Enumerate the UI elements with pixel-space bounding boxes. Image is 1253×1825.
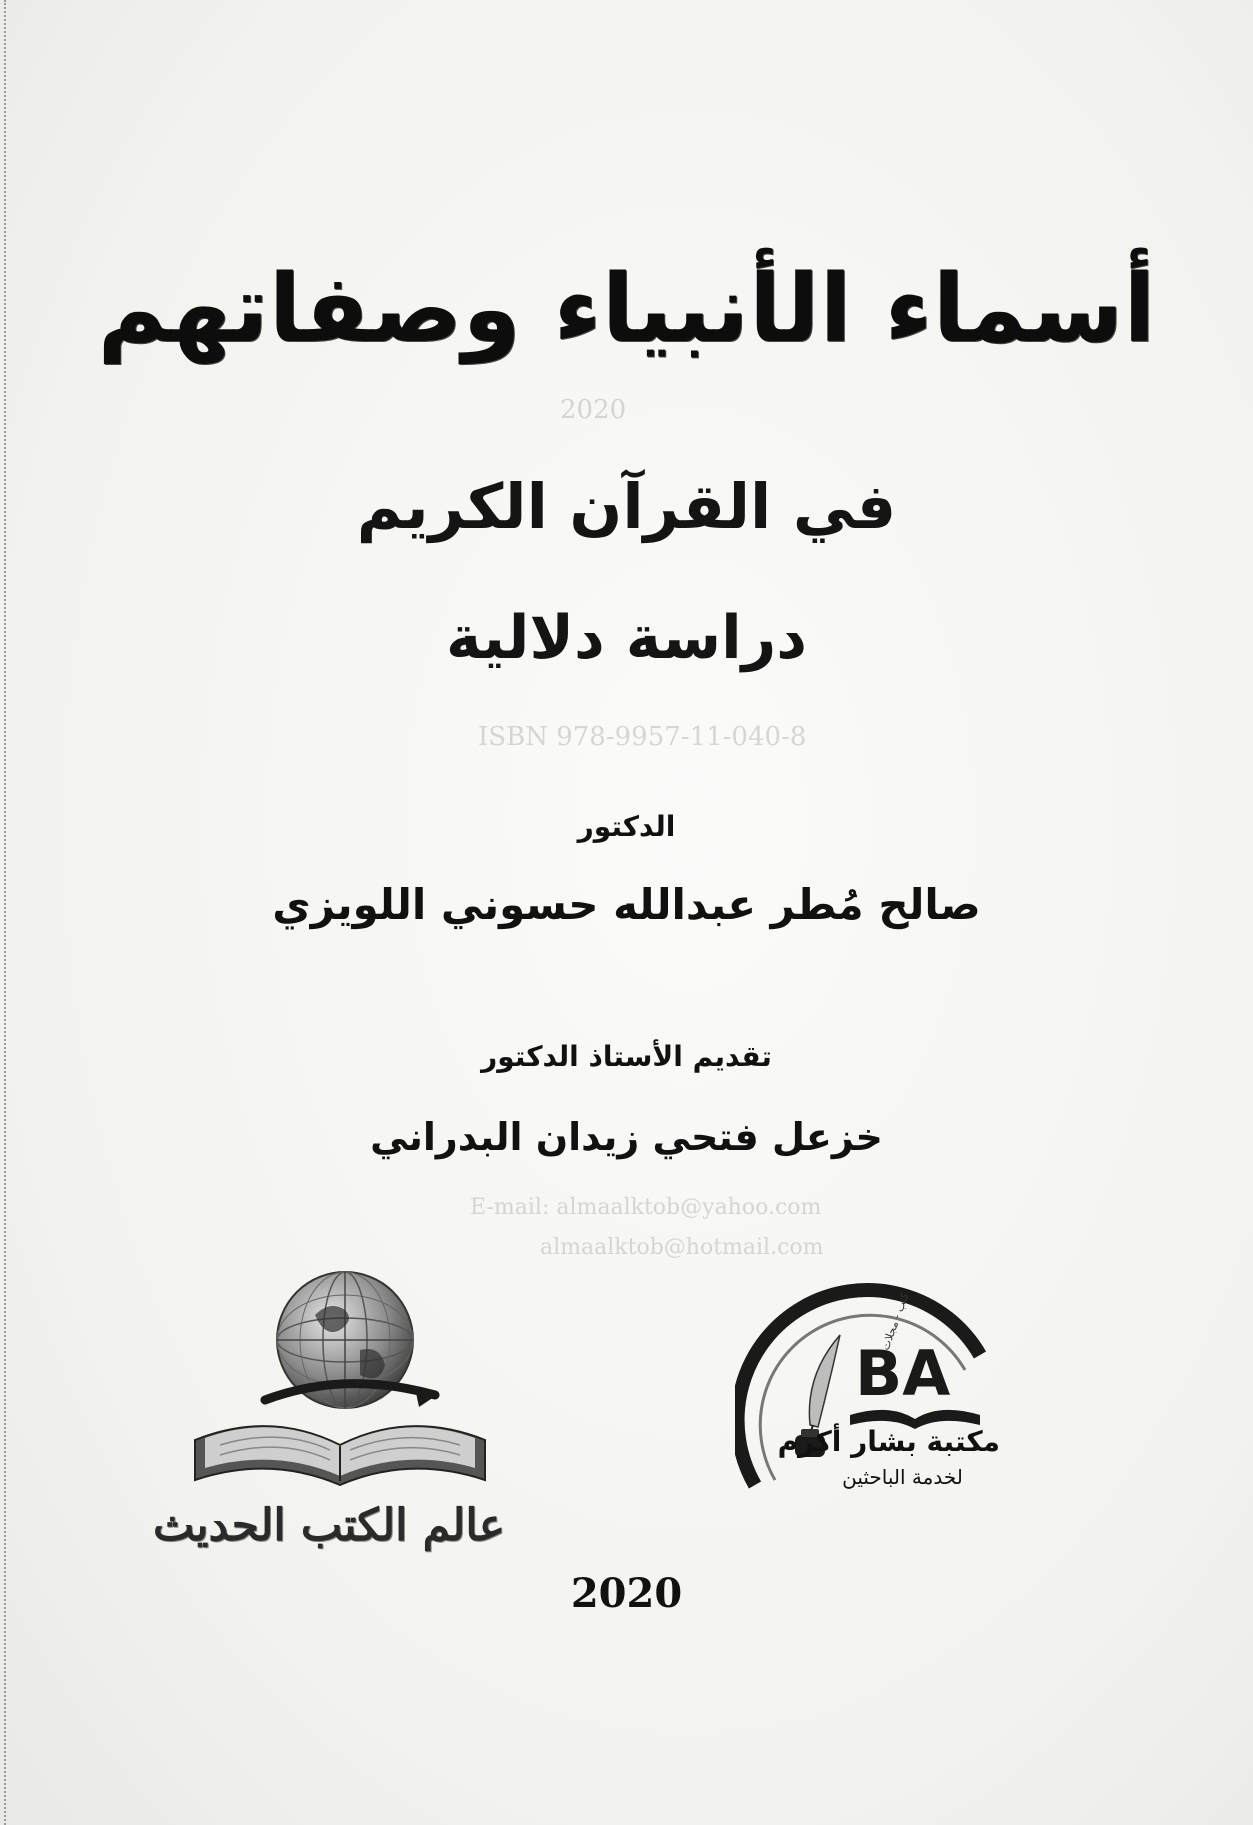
book-title: أسماء الأنبياء وصفاتهم — [97, 255, 1156, 364]
bleed-email-1: E-mail: almaalktob@yahoo.com — [470, 1195, 822, 1220]
svg-text:BA: BA — [855, 1337, 951, 1410]
globe-book-icon — [175, 1260, 505, 1510]
publisher-right-vertical-text: كتب - مجلات — [878, 1290, 912, 1353]
publisher-right-name: مكتبة بشار أكرم — [777, 1425, 1000, 1458]
publisher-left-name: عالم الكتب الحديث — [153, 1500, 505, 1551]
bleed-year-line: 2020 — [560, 395, 627, 425]
book-subtitle: في القرآن الكريم — [356, 470, 897, 543]
introduction-label: تقديم الأستاذ الدكتور — [481, 1040, 772, 1073]
publisher-logo-right — [735, 1275, 1000, 1505]
author-label: الدكتور — [577, 810, 676, 843]
author-name: صالح مُطر عبدالله حسوني اللويزي — [272, 880, 981, 929]
bleed-email-2: almaalktob@hotmail.com — [540, 1235, 824, 1260]
book-subtitle-study: دراسة دلالية — [445, 603, 808, 673]
publication-year: 2020 — [570, 1570, 683, 1617]
publisher-logo-left — [153, 1260, 505, 1560]
introduction-name: خزعل فتحي زيدان البدراني — [370, 1115, 883, 1159]
bleed-isbn: ISBN 978-9957-11-040-8 — [478, 722, 807, 752]
publisher-right-tagline: لخدمة الباحثين — [842, 1465, 963, 1489]
